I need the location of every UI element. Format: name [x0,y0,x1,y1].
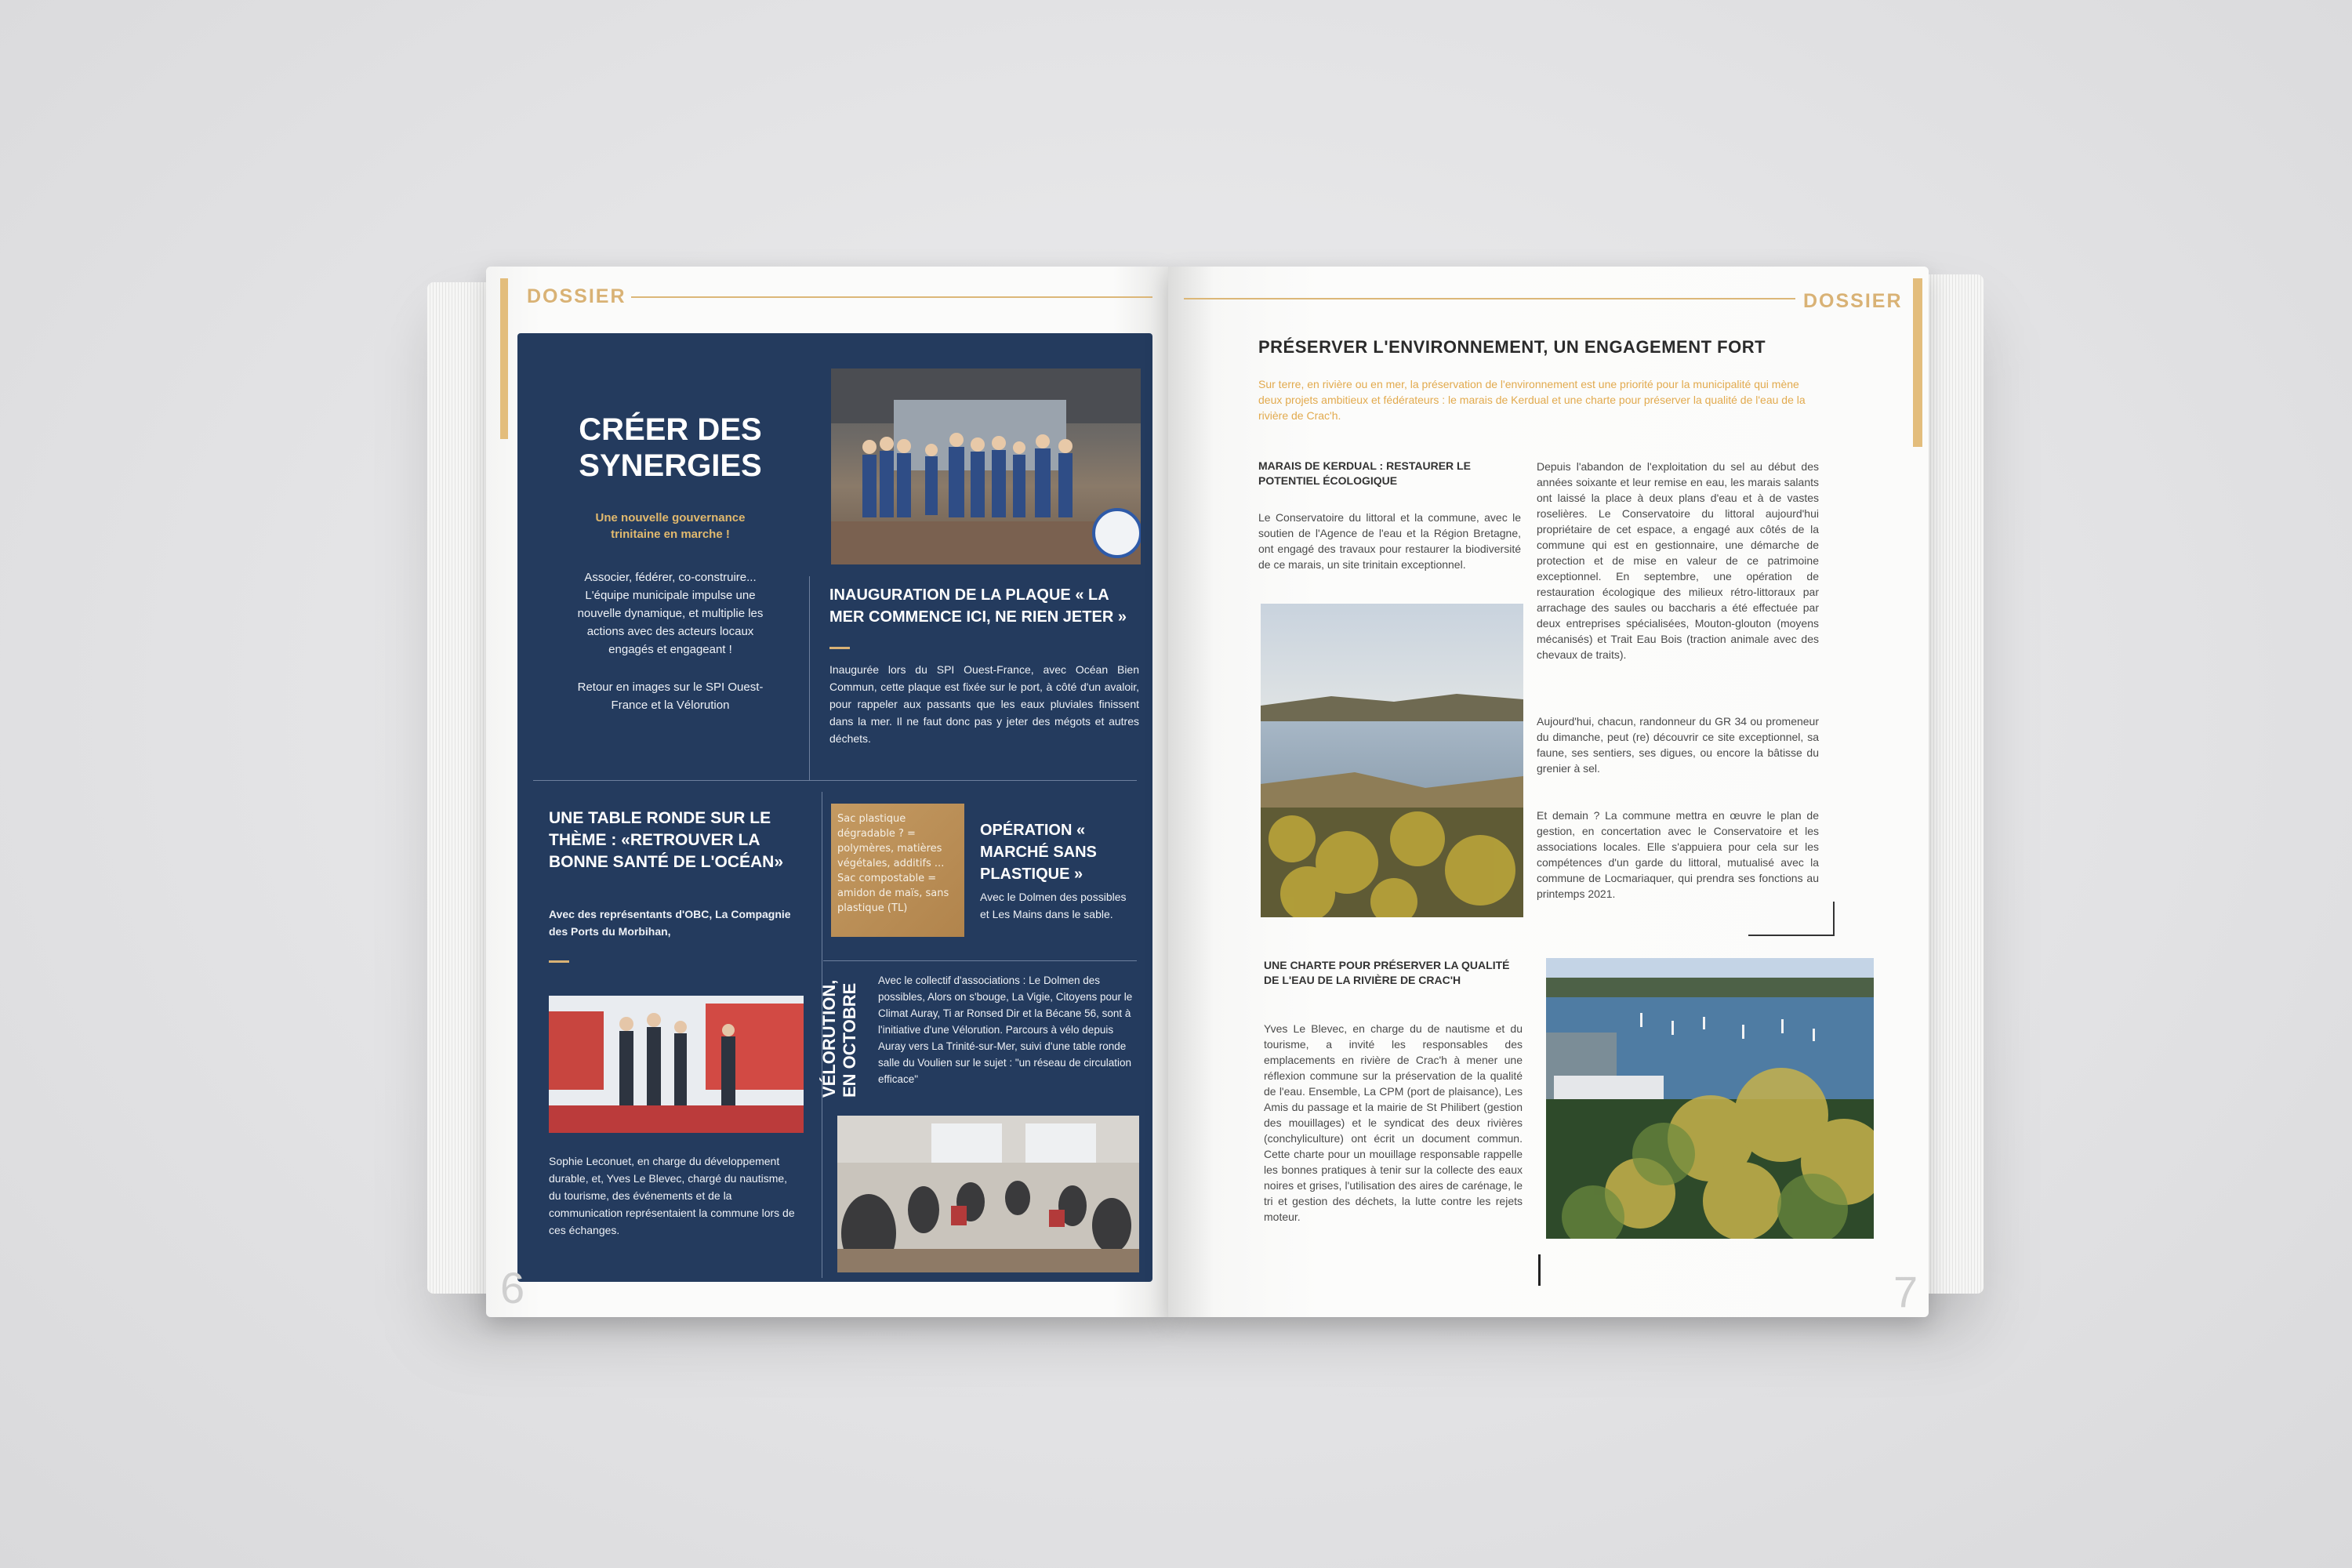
marais-photo [1261,604,1523,917]
left-page-edges [427,282,490,1294]
section-label-right: DOSSIER [1803,290,1903,312]
riviere-photo [1546,958,1874,1239]
table-ronde-heading: UNE TABLE RONDE SUR LE THÈME : «RETROUVER LA BONNE SANTÉ DE L'OCÉAN» [549,809,784,871]
divider [809,576,810,780]
marais-col-p2: Aujourd'hui, chacun, randonneur du GR 34 ou promeneur du dimanche, peut (re) découvrir ce site exceptionnel, sa faune, ses sentiers, ses digues, ou encore la bâtisse du grenier à sel. [1537,715,1819,775]
intro-text: Associer, fédérer, co-construire... L'équipe municipale impulse une nouvelle dynamique, et multiplie les actions avec des acteurs locaux engagés et engageant ! [577,571,764,656]
right-page-edges [1925,274,1984,1294]
page-number-right: 7 [1893,1267,1918,1316]
gold-side-bar [500,278,508,439]
navy-panel [517,333,1152,1282]
inauguration-text: Inaugurée lors du SPI Ouest-France, avec Océan Bien Commun, cette plaque est fixée sur le port, à côté d'un avaloir, pour rappeler aux passants que les eaux pluviales finissent dans la mer. Il ne faut donc pas y jeter des mégots et autres déchets. [829,663,1139,745]
inauguration-photo [831,368,1141,564]
section-intro: Sur terre, en rivière ou en mer, la préservation de l'environnement est une priorité pour la municipalité qui mène deux projets ambitieux et fédérateurs : le marais de Kerdual et une charte pour préserver la qualité de l'eau de la rivière de Crac'h. [1258,378,1806,422]
charte-heading: UNE CHARTE POUR PRÉSERVER LA QUALITÉ DE L'EAU DE LA RIVIÈRE DE CRAC'H [1264,959,1510,986]
velorution-text: Avec le collectif d'associations : Le Dolmen des possibles, Alors on s'bouge, La Vigie, Citoyens pour le Climat Auray, Ti ar Ronsed Dir et la Bécane 56, sont à l'initiative d'une Vélorution. Parcours à vélo depuis Auray vers La Trinité-sur-Mer, suivi d'une table ronde salle du Voulien sur le sujet : "un réseau de circulation efficace" [878,975,1133,1085]
marais-heading: MARAIS DE KERDUAL : RESTAURER LE POTENTIEL ÉCOLOGIQUE [1258,459,1471,487]
gold-dash [829,647,850,649]
velorution-title: VÉLORUTION, EN OCTOBRE [819,979,859,1098]
header-rule-right [1184,298,1795,299]
left-page [486,267,1168,1317]
page-number-left: 6 [500,1263,525,1312]
marais-intro: Le Conservatoire du littoral et la commune, avec le soutien de l'Agence de l'eau et la Région Bretagne, ont engagé des travaux pour restaurer la biodiversité de ce marais, un site trinitain exceptionnel. [1258,511,1521,571]
operation-heading: OPÉRATION « MARCHÉ SANS PLASTIQUE » [980,822,1097,883]
corner-rule [1748,935,1835,936]
marais-col-p3: Et demain ? La commune mettra en œuvre le plan de gestion, en concertation avec le Conservatoire et les associations locales. Elle s'appuiera pour cela sur les compétences d'un garde du littoral, mutualisé avec la commune de Locmariaquer, qui prendra ses fonctions au printemps 2021. [1537,809,1819,900]
inauguration-heading: INAUGURATION DE LA PLAQUE « LA MER COMMENCE ICI, NE RIEN JETER » [829,586,1127,626]
retour-text: Retour en images sur le SPI Ouest-France et la Vélorution [577,681,764,712]
right-page [1168,267,1929,1317]
header-rule-left [631,296,1152,298]
section-label-left: DOSSIER [527,285,626,307]
page-title: CRÉER DES SYNERGIES [579,412,762,483]
divider [533,780,1137,781]
gold-side-bar [1913,278,1922,447]
subtitle: Une nouvelle gouvernance trinitaine en marche ! [595,511,746,541]
divider [823,960,1137,961]
velorution-photo [837,1116,1139,1272]
sign-text: Sac plastique dégradable ? = polymères, matières végétales, additifs ... Sac compostable = amidon de maïs, sans plastique (TL) [837,813,949,914]
plastic-sign-photo [831,804,964,937]
table-ronde-photo [549,996,804,1133]
section-title: PRÉSERVER L'ENVIRONNEMENT, UN ENGAGEMENT FORT [1258,337,1766,357]
operation-text: Avec le Dolmen des possibles et Les Mains dans le sable. [980,891,1127,920]
gold-dash [549,960,569,963]
marais-col-p1: Depuis l'abandon de l'exploitation du sel au début des années soixante et leur remise en eau, les marais salants ont laissé la place à deux plans d'eau et à de vastes roselières. Le Conservatoire du littoral aujourd'hui propriétaire de cet espace, a engagé aux côtés de la commune qui est en gestionnaire, une démarche de protection et de mise en valeur de ce patrimoine exceptionnel. En septembre, une opération de restauration écologique des milieux rétro-littoraux par arrachage des saules ou baccharis a été effectuée par deux entreprises spécialisées, Mouton-glouton (moyens mécanisés) et Trait Eau Bois (traction animale avec des chevaux de traits). [1537,460,1819,661]
photo-caption: Sophie Leconuet, en charge du développement durable, et, Yves Le Blevec, chargé du nautisme, du tourisme, des événements et de la communication représentaient la commune lors de ces échanges. [549,1155,795,1236]
corner-rule [1833,902,1835,936]
page-marker [1538,1254,1541,1286]
charte-text: Yves Le Blevec, en charge du de nautisme et du tourisme, a invité les responsables des emplacements en rivière de Crac'h à mener une réflexion commune sur la préservation de la qualité de l'eau. Ensemble, La CPM (port de plaisance), Les Amis du passage et la mairie de St Philibert (gestion des mouillages) et le syndicat des deux rivières (conchyliculture) ont écrit un document commun. Cette charte pour un mouillage responsable rappelle les bonnes pratiques à tenir sur la collecte des eaux noires et grises, l'utilisation des aires de carénage, le tri et gestion des déchets, la lutte contre les rejets moteur. [1264,1022,1523,1223]
table-ronde-text: Avec des représentants d'OBC, La Compagnie des Ports du Morbihan, [549,908,791,938]
